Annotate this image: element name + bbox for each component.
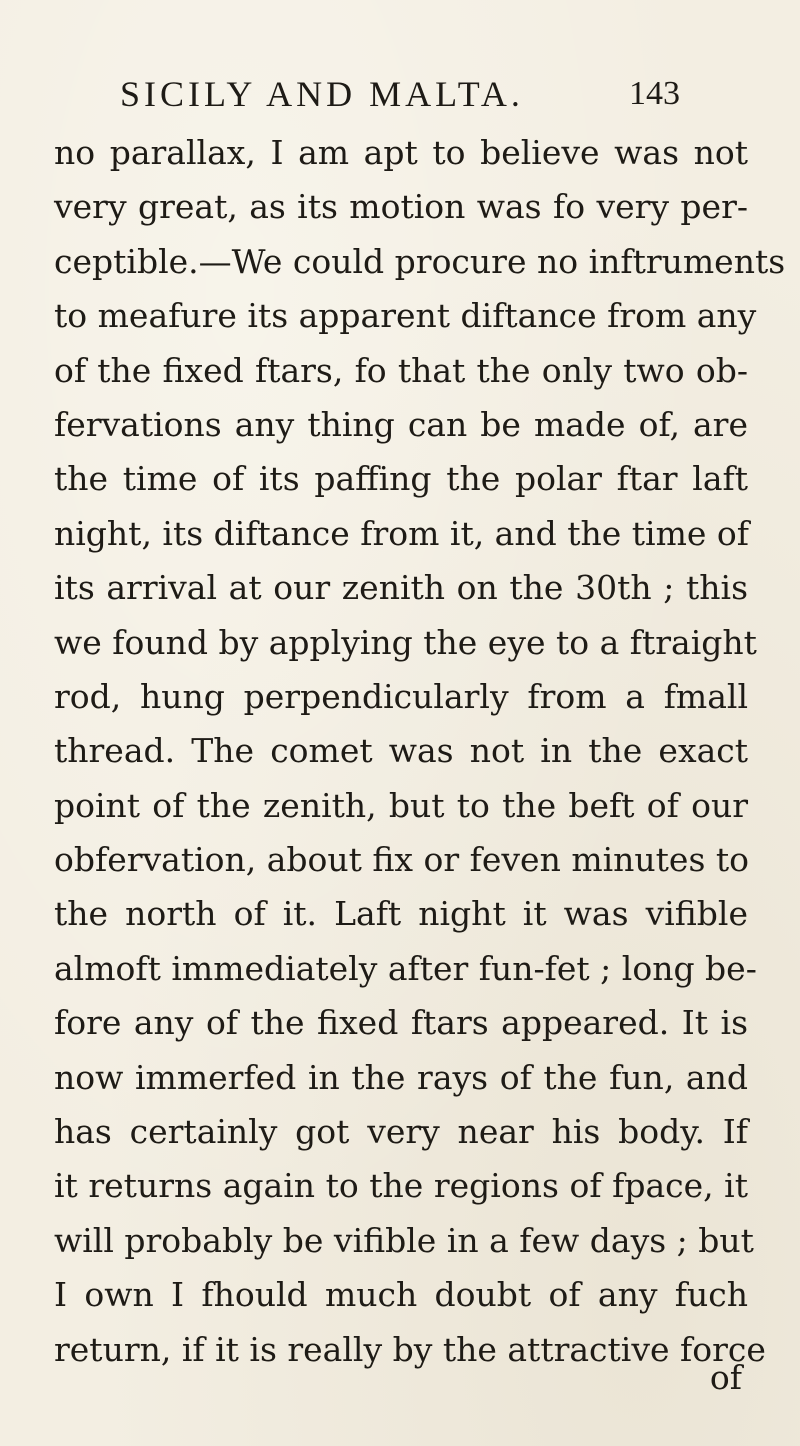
text-line: has certainly got very near his body. If <box>54 1112 748 1152</box>
text-line: the time of its paffing the polar ftar laft <box>54 459 748 499</box>
text-line: fervations any thing can be made of, are <box>54 404 748 444</box>
text-line: fore any of the fixed ftars appeared. It is <box>54 1003 748 1043</box>
text-line: night, its diftance from it, and the time of <box>54 513 749 553</box>
text-line: obfervation, about fix or feven minutes to <box>54 840 750 880</box>
text-line: of the fixed ftars, fo that the only two ob- <box>54 350 748 390</box>
text-line: the north of it. Laft night it was vifible <box>54 894 748 934</box>
text-line: will probably be vifible in a few days ; but <box>54 1220 754 1260</box>
text-line: point of the zenith, but to the beft of our <box>54 785 748 825</box>
text-line: almoft immediately after fun-fet ; long be- <box>54 948 757 988</box>
text-line: now immerfed in the rays of the fun, and <box>54 1057 748 1097</box>
body-text <box>54 126 786 1377</box>
text-line: to meafure its apparent diftance from any <box>54 296 757 336</box>
text-line: no parallax, I am apt to believe was not <box>54 133 748 172</box>
text-line: rod, hung perpendicularly from a fmall <box>54 676 748 716</box>
running-head-title: SICILY AND MALTA. <box>120 74 524 114</box>
text-line: it returns again to the regions of fpace, it <box>54 1166 748 1206</box>
text-line: very great, as its motion was fo very per- <box>54 187 748 227</box>
text-line: ceptible.—We could procure no inftruments <box>54 241 786 281</box>
page-number: 143 <box>629 75 680 112</box>
text-line: return, if it is really by the attractive force <box>54 1329 766 1369</box>
text-line: thread. The comet was not in the exact <box>54 731 748 771</box>
text-line: I own I fhould much doubt of any fuch <box>54 1275 748 1315</box>
text-line: we found by applying the eye to a ftraight <box>54 622 757 662</box>
text-line: its arrival at our zenith on the 30th ; this <box>54 568 748 608</box>
catchword: of <box>709 1358 742 1397</box>
running-head <box>120 68 680 118</box>
